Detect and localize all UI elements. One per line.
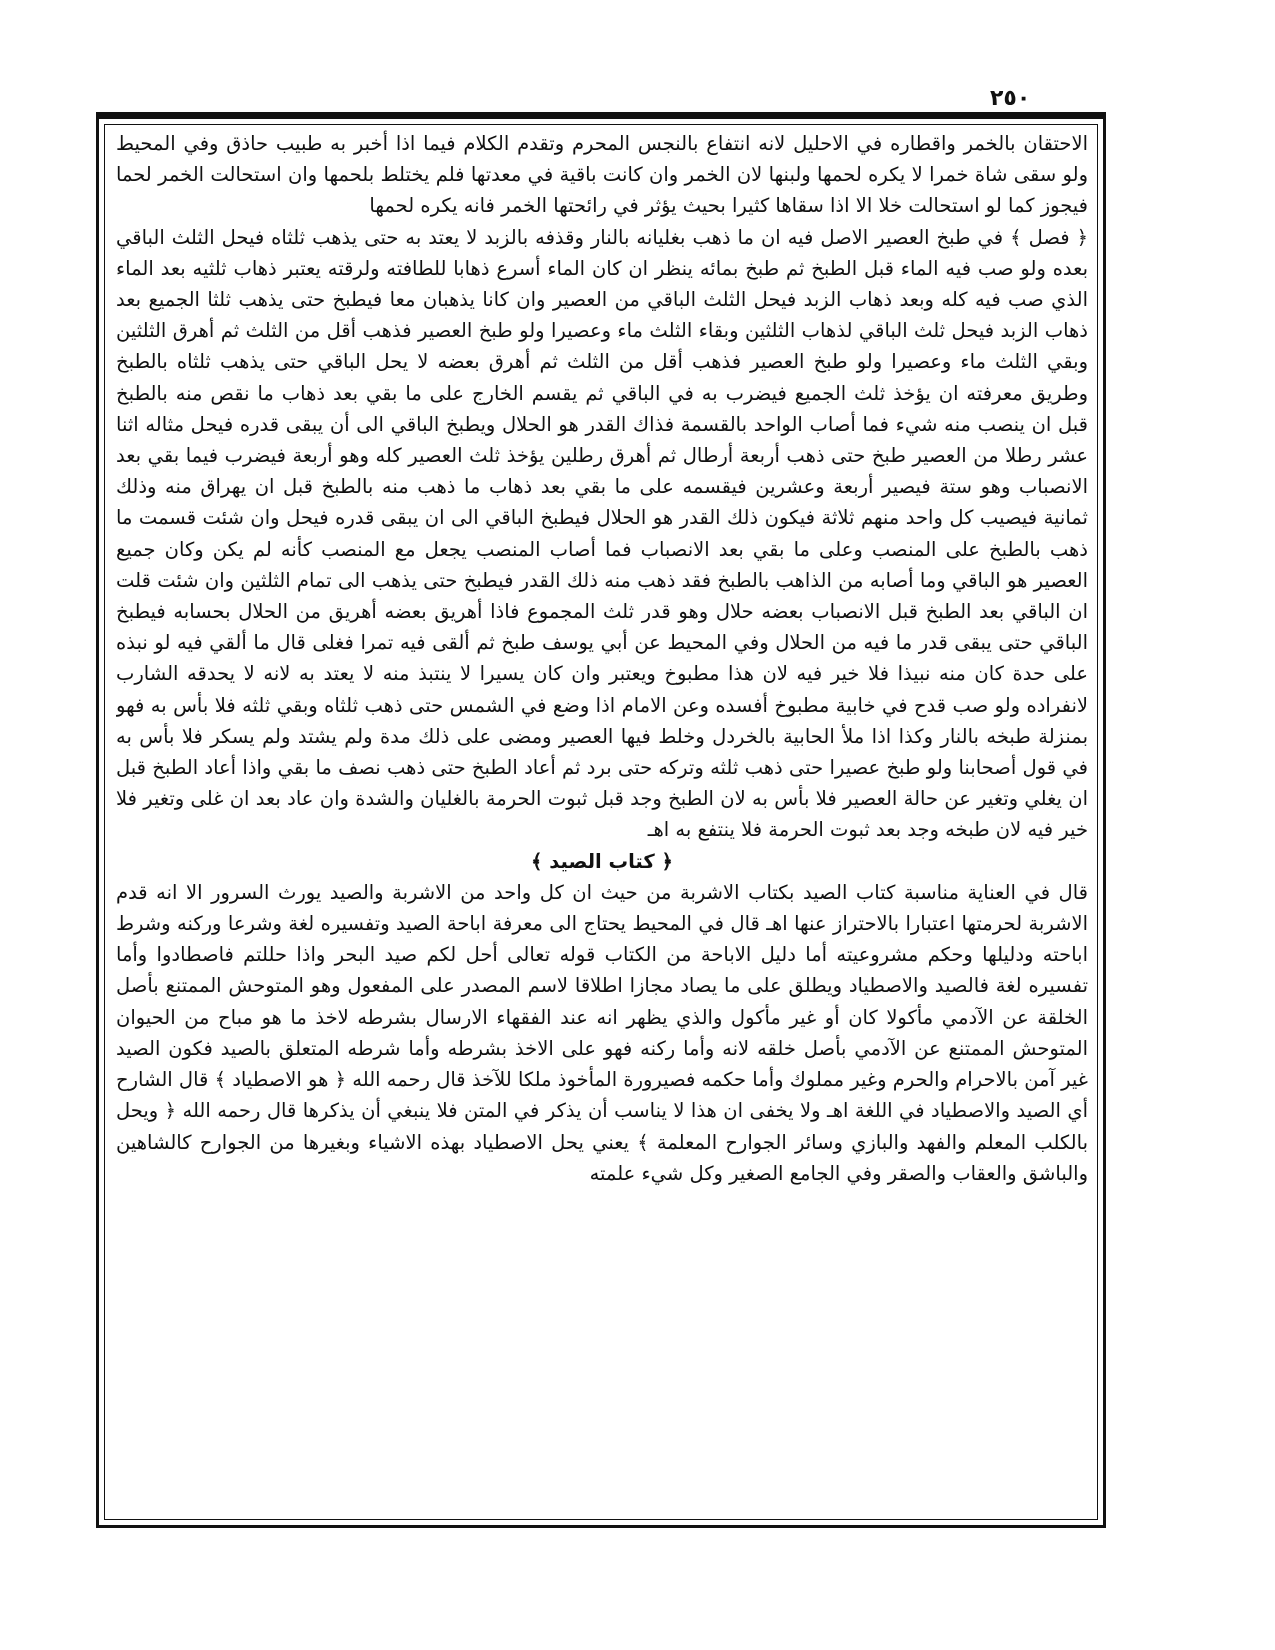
chapter-heading-hunting: ﴿ كتاب الصيد ﴾: [531, 849, 673, 873]
paragraph-hunting: قال في العناية مناسبة كتاب الصيد بكتاب الاشربة من حيث ان كل واحد من الاشربة والصيد يورث السرور الا انه قدم الاشربة لحرمتها اعتبارا بالاحتراز عنها اهـ قال في المحيط يحتاج الى معرفة اباحة الصيد وتفسيره لغة وشرعا وركنه وشرط اباحته ودليلها وحكم مشروعيته أما دليل الاباحة من الكتاب قوله تعالى أحل لكم صيد البحر واذا حللتم فاصطادوا وأما تفسيره لغة فالصيد والاصطياد ويطلق على ما يصاد مجازا اطلاقا لاسم المصدر على المفعول وهو المتوحش الممتنع بأصل الخلقة عن الآدمي مأكولا كان أو غير مأكول والذي يظهر انه عند الفقهاء الارسال بشرطه لاخذ ما هو مباح من الحيوان المتوحش الممتنع عن الآدمي بأصل خلقه لانه وأما ركنه فهو على الاخذ بشرطه وأما شرطه المتعلق بالصيد فكون الصيد غير آمن بالاحرام والحرم وغير مملوك وأما حكمه فصيرورة المأخوذ ملكا للآخذ قال رحمه الله ﴿ هو الاصطياد ﴾ قال الشارح أي الصيد والاصطياد في اللغة اهـ ولا يخفى ان هذا لا يناسب أن يذكر في المتن فلا ينبغي أن يذكرها قال رحمه الله ﴿ ويحل بالكلب المعلم والفهد والبازي وسائر الجوارح المعلمة ﴾ يعني يحل الاصطياد بهذه الاشياء وبغيرها من الجوارح كالشاهين والباشق والعقاب والصقر وفي الجامع الصغير وكل شيء علمته: [116, 880, 1088, 1185]
main-text-block: [116, 128, 1088, 1513]
paragraph-boiling-juice: ﴿ فصل ﴾ في طبخ العصير الاصل فيه ان ما ذهب بغليانه بالنار وقذفه بالزبد لا يعتد به حتى يذهب ثلثاه فيحل الثلث الباقي بعده ولو صب فيه الماء قبل الطبخ ثم طبخ بمائه ينظر ان كان الماء أسرع ذهابا للطافته ولرقته يعتبر ذهاب ثلثيه بعد الماء الذي صب فيه كله وبعد ذهاب الزبد فيحل الثلث الباقي من العصير وان كانا يذهبان معا فيطبخ حتى يذهب ثلثا الجميع بعد ذهاب الزبد فيحل ثلث الباقي لذهاب الثلثين وبقاء الثلث ماء وعصيرا ولو طبخ العصير فذهب أقل من الثلث ثم أهرق الثلثين وبقي الثلث ماء وعصيرا ولو طبخ العصير فذهب أقل من الثلث ثم أهرق بعضه لا يحل الباقي حتى يذهب ثلثاه بالطبخ وطريق معرفته ان يؤخذ ثلث الجميع فيضرب به في الباقي ثم يقسم الخارج على ما بقي بعد ذهاب ما نقص منه بالطبخ قبل ان ينصب منه شيء فما أصاب الواحد بالقسمة فذاك القدر هو الحلال ويطبخ الباقي الى أن يبقى قدره فيحل مثاله اثنا عشر رطلا من العصير طبخ حتى ذهب أربعة أرطال ثم أهرق رطلين يؤخذ ثلث العصير كله وهو أربعة فيضرب فيما بقي بعد الانصباب وهو ستة فيصير أربعة وعشرين فيقسمه على ما بقي بعد ذهاب ما ذهب منه بالطبخ قبل ان يهراق منه وذلك ثمانية فيصيب كل واحد منهم ثلاثة فيكون ذلك القدر هو الحلال فيطبخ الباقي الى ان يبقى قدره فيحل وان شئت قسمت ما ذهب بالطبخ على المنصب وعلى ما بقي بعد الانصباب فما أصاب المنصب يجعل مع المنصب كأنه لم يكن وكان جميع العصير هو الباقي وما أصابه من الذاهب بالطبخ فقد ذهب منه ذلك القدر فيطبخ حتى يذهب الى تمام الثلثين وان شئت قلت ان الباقي بعد الطبخ قبل الانصباب بعضه حلال وهو قدر ثلث المجموع فاذا أهريق بعضه أهريق من الحلال بحسابه فيطبخ الباقي حتى يبقى قدر ما فيه من الحلال وفي المحيط عن أبي يوسف طبخ ثم ألقى فيه تمرا فغلى قال ما ألقي فيه لو نبذه على حدة كان منه نبيذا فلا خير فيه لان هذا مطبوخ ويعتبر وان كان يسيرا لا ينتبذ منه لا يعتد به لانه لا يحدقه الشارب لانفراده ولو صب قدح في خابية مطبوخ أفسده وعن الامام اذا وضع في الشمس حتى ذهب ثلثاه وبقي ثلثه فلا بأس به فهو بمنزلة طبخه بالنار وكذا اذا ملأ الحابية بالخردل وخلط فيها العصير ومضى على ذلك مدة ولم يشتد ولم يسكر فلا بأس به في قول أصحابنا ولو طبخ عصيرا حتى ذهب ثلثه وتركه حتى برد ثم أعاد الطبخ حتى ذهب نصف ما بقي واذا أعاد الطبخ قبل ان يغلي وتغير عن حالة العصير فلا بأس به لان الطبخ وجد قبل ثبوت الحرمة بالغليان والشدة وان عاد بعد ان غلى وتغير فلا خير فيه لان طبخه وجد بعد ثبوت الحرمة فلا ينتفع به اهـ: [116, 225, 1088, 842]
page-number: ٢٥٠: [990, 86, 1031, 111]
paragraph-wine-usage: الاحتقان بالخمر واقطاره في الاحليل لانه انتفاع بالنجس المحرم وتقدم الكلام فيما اذا أخبر به طبيب حاذق وفي المحيط ولو سقى شاة خمرا لا يكره لحمها ولبنها لان الخمر وان كانت باقية في معدتها فلم يختلط بلحمها وان استحالت الخمر لحما فيجوز كما لو استحالت خلا الا اذا سقاها كثيرا بحيث يؤثر في رائحتها الخمر فانه يكره لحمها: [116, 132, 1088, 218]
